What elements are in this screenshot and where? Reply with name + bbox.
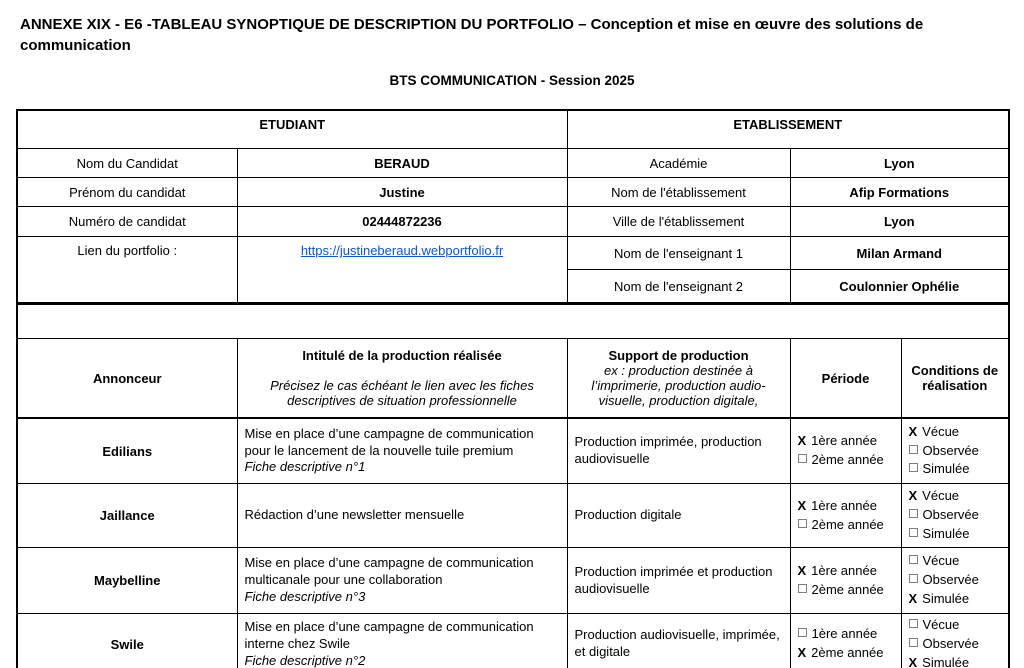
checkbox-mark bbox=[909, 619, 918, 628]
portfolio-link-label: Lien du portfolio : bbox=[17, 237, 237, 304]
periode-option bbox=[798, 451, 896, 470]
periode-option-label: 2ème année bbox=[811, 516, 884, 532]
info-row bbox=[17, 237, 1009, 270]
intitule-header-note: Précisez le cas échéant le lien avec les fiches descriptives de situation professionnelle bbox=[270, 378, 534, 408]
info-row bbox=[17, 149, 1009, 178]
condition-option-label: Simulée bbox=[922, 590, 970, 606]
intitule-text: Mise en place d’une campagne de communication multicanale pour une collaboration bbox=[244, 555, 534, 588]
production-row bbox=[17, 484, 1009, 548]
condition-option bbox=[909, 571, 1004, 590]
condition-option bbox=[909, 616, 1004, 635]
production-row bbox=[17, 418, 1009, 484]
periode-option-label: 2ème année bbox=[811, 645, 884, 661]
support-cell: Production digitale bbox=[567, 484, 790, 548]
condition-option-label: Observée bbox=[922, 507, 979, 523]
intitule-cell bbox=[237, 548, 567, 614]
annonceur-cell: Jaillance bbox=[17, 484, 237, 548]
condition-option bbox=[909, 635, 1004, 654]
school-city-value: Lyon bbox=[790, 207, 1009, 237]
checkbox-mark bbox=[798, 628, 807, 637]
portfolio-link[interactable]: https://justineberaud.webportfolio.fr bbox=[300, 243, 504, 258]
periode-option-label: 1ère année bbox=[811, 626, 878, 642]
academie-label: Académie bbox=[567, 149, 790, 178]
checkbox-mark: X bbox=[908, 654, 918, 668]
condition-option bbox=[909, 487, 1004, 506]
school-city-label: Ville de l'établissement bbox=[567, 207, 790, 237]
conditions-cell bbox=[901, 418, 1009, 484]
checkbox-mark bbox=[798, 519, 807, 528]
candidate-firstname-label: Prénom du candidat bbox=[17, 178, 237, 207]
fiche-descriptive-ref: Fiche descriptive n°1 bbox=[244, 459, 366, 475]
checkbox-mark: X bbox=[908, 423, 918, 439]
productions-header-row bbox=[17, 339, 1009, 419]
school-name-label: Nom de l'établissement bbox=[567, 178, 790, 207]
production-row bbox=[17, 548, 1009, 614]
intitule-header-title: Intitulé de la production réalisée bbox=[302, 348, 502, 363]
intitule-cell bbox=[237, 614, 567, 668]
condition-option bbox=[909, 423, 1004, 442]
condition-option-label: Simulée bbox=[922, 525, 970, 541]
spacer-cell bbox=[17, 304, 1009, 339]
candidate-number-value: 02444872236 bbox=[237, 207, 567, 237]
intitule-cell bbox=[237, 484, 567, 548]
spacer-row bbox=[17, 304, 1009, 339]
periode-cell bbox=[790, 614, 901, 668]
annonceur-cell: Swile bbox=[17, 614, 237, 668]
condition-option-label: Vécue bbox=[922, 423, 960, 439]
periode-option bbox=[798, 516, 896, 535]
conditions-cell bbox=[901, 548, 1009, 614]
support-cell: Production audiovisuelle, imprimée, et digitale bbox=[567, 614, 790, 668]
info-row bbox=[17, 178, 1009, 207]
checkbox-mark: X bbox=[908, 488, 918, 504]
condition-option bbox=[909, 506, 1004, 525]
info-header-row bbox=[17, 110, 1009, 149]
teacher2-value: Coulonnier Ophélie bbox=[790, 270, 1009, 304]
periode-column-header: Période bbox=[790, 339, 901, 419]
checkbox-mark bbox=[909, 509, 918, 518]
condition-option bbox=[909, 590, 1004, 609]
intitule-cell bbox=[237, 418, 567, 484]
condition-option bbox=[909, 552, 1004, 571]
conditions-cell bbox=[901, 484, 1009, 548]
condition-option-label: Vécue bbox=[922, 488, 960, 504]
intitule-column-header bbox=[237, 339, 567, 419]
portfolio-link-cell bbox=[237, 237, 567, 304]
periode-cell bbox=[790, 548, 901, 614]
condition-option-label: Vécue bbox=[922, 617, 960, 632]
support-header-title: Support de production bbox=[608, 348, 749, 363]
fiche-descriptive-ref: Fiche descriptive n°2 bbox=[244, 652, 366, 668]
condition-option-label: Observée bbox=[922, 442, 979, 458]
production-row bbox=[17, 614, 1009, 668]
teacher2-label: Nom de l'enseignant 2 bbox=[567, 270, 790, 304]
checkbox-mark bbox=[909, 555, 918, 564]
checkbox-mark: X bbox=[908, 590, 918, 606]
periode-option-label: 1ère année bbox=[811, 433, 877, 449]
checkbox-mark: X bbox=[797, 645, 807, 661]
condition-option-label: Observée bbox=[922, 572, 979, 588]
teacher1-label: Nom de l'enseignant 1 bbox=[567, 237, 790, 270]
synoptic-table bbox=[16, 109, 1010, 668]
condition-option bbox=[909, 442, 1004, 461]
candidate-number-label: Numéro de candidat bbox=[17, 207, 237, 237]
periode-option bbox=[798, 497, 896, 516]
periode-option-label: 2ème année bbox=[811, 581, 884, 597]
periode-option bbox=[798, 581, 896, 600]
checkbox-mark: X bbox=[797, 497, 807, 513]
annonceur-column-header: Annonceur bbox=[17, 339, 237, 419]
document-title: ANNEXE XIX - E6 -TABLEAU SYNOPTIQUE DE DESCRIPTION DU PORTFOLIO – Conception et mise en œuvre des solutions de communication bbox=[20, 16, 924, 54]
academie-value: Lyon bbox=[790, 149, 1009, 178]
condition-option bbox=[909, 460, 1004, 479]
checkbox-mark: X bbox=[797, 562, 807, 578]
condition-option bbox=[909, 654, 1004, 668]
checkbox-mark bbox=[798, 454, 807, 463]
annonceur-cell: Edilians bbox=[17, 418, 237, 484]
condition-option-label: Vécue bbox=[922, 553, 960, 569]
checkbox-mark bbox=[909, 574, 918, 583]
support-column-header bbox=[567, 339, 790, 419]
checkbox-mark: X bbox=[797, 433, 807, 449]
condition-option-label: Observée bbox=[922, 635, 979, 651]
intitule-text: Mise en place d’une campagne de communication interne chez Swile bbox=[244, 618, 534, 651]
periode-option bbox=[798, 625, 896, 644]
checkbox-mark bbox=[909, 463, 918, 472]
conditions-column-header: Conditions de réalisation bbox=[901, 339, 1009, 419]
periode-cell bbox=[790, 418, 901, 484]
checkbox-mark bbox=[909, 445, 918, 454]
support-header-note: ex : production destinée à l’imprimerie, production audio-visuelle, production digitale, bbox=[591, 363, 766, 408]
periode-cell bbox=[790, 484, 901, 548]
support-cell: Production imprimée et production audiovisuelle bbox=[567, 548, 790, 614]
periode-option-label: 1ère année bbox=[811, 562, 877, 578]
school-name-value: Afip Formations bbox=[790, 178, 1009, 207]
condition-option-label: Simulée bbox=[922, 461, 970, 477]
info-row bbox=[17, 207, 1009, 237]
intitule-text: Mise en place d’une campagne de communication pour le lancement de la nouvelle tuile premium bbox=[244, 425, 534, 458]
candidate-lastname-value: BERAUD bbox=[237, 149, 567, 178]
periode-option bbox=[798, 432, 896, 451]
etablissement-section-header: ETABLISSEMENT bbox=[567, 110, 1009, 149]
fiche-descriptive-ref: Fiche descriptive n°3 bbox=[244, 588, 366, 604]
document-subtitle: BTS COMMUNICATION - Session 2025 bbox=[389, 73, 635, 88]
checkbox-mark bbox=[909, 528, 918, 537]
checkbox-mark bbox=[909, 638, 918, 647]
periode-option bbox=[798, 562, 896, 581]
condition-option-label: Simulée bbox=[922, 654, 970, 668]
etudiant-section-header: ETUDIANT bbox=[17, 110, 567, 149]
periode-option bbox=[798, 644, 896, 663]
checkbox-mark bbox=[798, 584, 807, 593]
candidate-firstname-value: Justine bbox=[237, 178, 567, 207]
condition-option bbox=[909, 525, 1004, 544]
intitule-text: Rédaction d’une newsletter mensuelle bbox=[244, 507, 465, 523]
annonceur-cell: Maybelline bbox=[17, 548, 237, 614]
periode-option-label: 2ème année bbox=[811, 452, 884, 467]
candidate-lastname-label: Nom du Candidat bbox=[17, 149, 237, 178]
periode-option-label: 1ère année bbox=[811, 497, 877, 513]
conditions-cell bbox=[901, 614, 1009, 668]
support-cell: Production imprimée, production audiovisuelle bbox=[567, 418, 790, 484]
teacher1-value: Milan Armand bbox=[790, 237, 1009, 270]
